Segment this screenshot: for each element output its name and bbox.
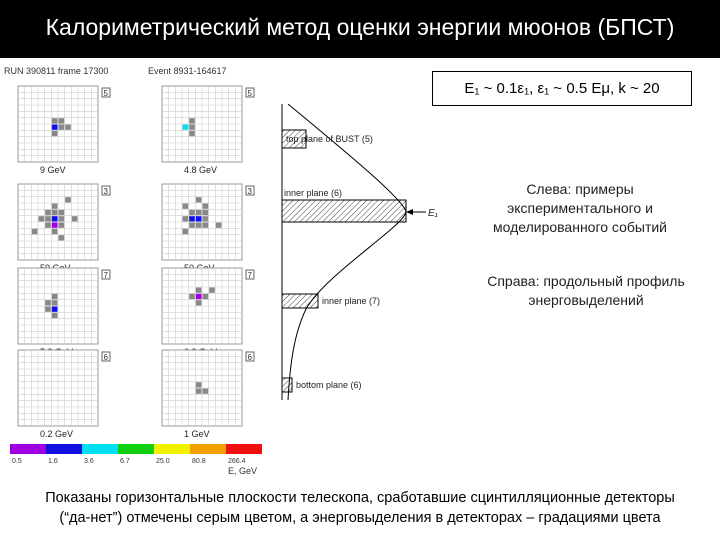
inner-plane-6-block	[282, 200, 406, 222]
color-tick-label: 25.0	[156, 458, 170, 465]
detector-cell	[183, 125, 189, 130]
detector-cell	[52, 300, 58, 305]
detector-cell	[196, 300, 202, 305]
detector-cell	[183, 204, 189, 209]
event-panel-b2	[162, 184, 254, 273]
detector-cell	[203, 216, 209, 221]
detector-cell	[39, 216, 45, 221]
color-segment	[190, 444, 226, 454]
color-tick-label: 80.8	[192, 458, 206, 465]
color-tick-label: 6.7	[120, 458, 130, 465]
color-segment	[118, 444, 154, 454]
detector-cell	[196, 197, 202, 202]
detector-cell	[189, 118, 195, 123]
event-label: Event 8931-164617	[148, 66, 227, 76]
detector-cell	[189, 125, 195, 130]
detector-cell	[59, 223, 65, 228]
event-panel-b1	[162, 86, 254, 175]
detector-cell	[196, 210, 202, 215]
detector-cell	[59, 118, 65, 123]
detector-cell	[189, 131, 195, 136]
detector-cell	[59, 125, 65, 130]
event-displays	[0, 80, 260, 500]
detector-cell	[52, 313, 58, 318]
detector-cell	[203, 223, 209, 228]
note-right: Справа: продольный профиль энерговыделений	[487, 273, 685, 308]
plane-badge-text: 6	[247, 353, 252, 362]
color-segment	[154, 444, 190, 454]
detector-cell	[189, 210, 195, 215]
detector-cell	[189, 294, 195, 299]
energy-label: 0.2 GeV	[40, 429, 74, 439]
caption-line-2: (“да-нет”) отмечены серым цветом, а энерговыделения в детекторах – градациями цвета	[59, 510, 661, 526]
energy-label: 4.8 GeV	[184, 165, 218, 175]
detector-cell	[45, 210, 51, 215]
detector-cell	[52, 125, 58, 130]
color-segment	[82, 444, 118, 454]
label-bottom-plane: bottom plane (6)	[296, 380, 362, 390]
detector-cell	[52, 216, 58, 221]
detector-cell	[196, 216, 202, 221]
detector-cell	[196, 294, 202, 299]
event-panel-a1	[18, 86, 110, 175]
detector-cell	[203, 204, 209, 209]
detector-cell	[183, 229, 189, 234]
plane-badge-text: 7	[247, 271, 252, 280]
longitudinal-profile	[276, 104, 446, 404]
plane-badge-text: 5	[103, 89, 108, 98]
label-top-plane: top plane of BUST (5)	[286, 134, 373, 144]
caption-line-1: Показаны горизонтальные плоскости телескопа, сработавшие сцинтилляционные детекторы	[45, 490, 675, 506]
detector-cell	[65, 125, 71, 130]
label-inner-plane-7: inner plane (7)	[322, 296, 381, 306]
plane-badge-text: 3	[103, 187, 108, 196]
event-panel-b4	[162, 350, 254, 439]
color-tick-label: 0.5	[12, 458, 22, 465]
detector-cell	[52, 294, 58, 299]
detector-cell	[216, 223, 222, 228]
plane-badge-text: 7	[103, 271, 108, 280]
slide-title: Калориметрический метод оценки энергии мюонов (БПСТ)	[45, 14, 675, 40]
detector-cell	[52, 307, 58, 312]
detector-cell	[59, 216, 65, 221]
event-panel-a2	[18, 184, 110, 273]
detector-cell	[52, 210, 58, 215]
label-inner-plane-6: inner plane (6)	[284, 188, 343, 198]
plane-badge-text: 6	[103, 353, 108, 362]
detector-cell	[196, 223, 202, 228]
detector-cell	[52, 229, 58, 234]
event-panel-a4	[18, 350, 110, 439]
detector-cell	[52, 223, 58, 228]
bottom-plane-block	[282, 378, 292, 392]
detector-cell	[209, 288, 215, 293]
detector-cell	[72, 216, 78, 221]
plane-badge-text: 3	[247, 187, 252, 196]
color-segment	[226, 444, 262, 454]
detector-cell	[52, 204, 58, 209]
color-scale-label: E, GeV	[228, 466, 258, 476]
detector-cell	[203, 294, 209, 299]
event-panel-b3	[162, 268, 254, 357]
energy-label: 9 GeV	[40, 165, 66, 175]
detector-cell	[45, 300, 51, 305]
detector-cell	[203, 389, 209, 394]
detector-cell	[32, 229, 38, 234]
detector-cell	[65, 197, 71, 202]
detector-cell	[59, 210, 65, 215]
plane-badge-text: 5	[247, 89, 252, 98]
detector-cell	[45, 223, 51, 228]
detector-cell	[45, 216, 51, 221]
title-bar	[0, 0, 720, 58]
color-tick-label: 3.6	[84, 458, 94, 465]
color-tick-label: 1.6	[48, 458, 58, 465]
detector-cell	[196, 288, 202, 293]
detector-cell	[196, 382, 202, 387]
inner-plane-7-block	[282, 294, 318, 308]
formula-box: E₁ ~ 0.1ε₁, ε₁ ~ 0.5 Eμ, k ~ 20	[432, 71, 692, 106]
detector-cell	[52, 131, 58, 136]
detector-cell	[52, 118, 58, 123]
color-segment	[46, 444, 82, 454]
note-left: Слева: примеры экспериментального и моделированного событий	[492, 181, 668, 235]
event-panel-a3	[18, 268, 110, 357]
energy-label: 1 GeV	[184, 429, 210, 439]
detector-cell	[196, 389, 202, 394]
color-segment	[10, 444, 46, 454]
detector-cell	[203, 210, 209, 215]
detector-cell	[183, 216, 189, 221]
detector-cell	[59, 235, 65, 240]
run-label: RUN 390811 frame 17300	[4, 66, 109, 76]
energy-color-scale	[4, 440, 304, 480]
label-energy-mark: E₁	[428, 208, 438, 219]
caption	[4, 488, 716, 528]
detector-cell	[189, 223, 195, 228]
detector-cell	[45, 307, 51, 312]
detector-cell	[189, 216, 195, 221]
color-tick-label: 266.4	[228, 458, 246, 465]
